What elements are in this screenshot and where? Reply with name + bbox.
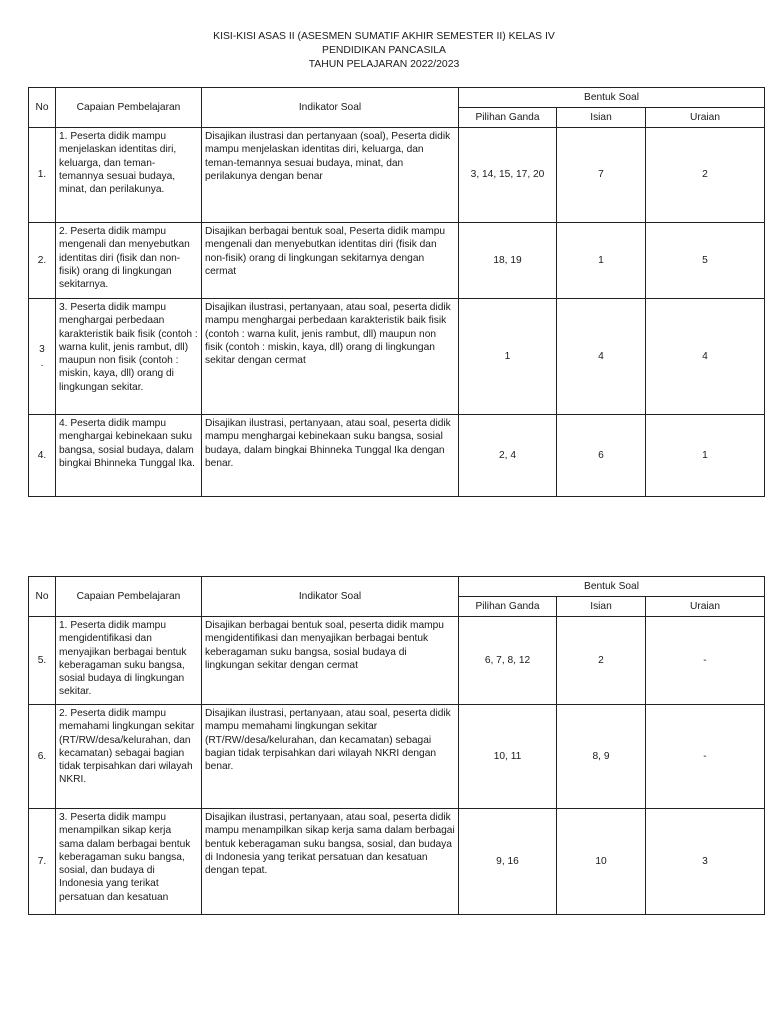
- uraian-cell: -: [646, 705, 765, 809]
- uraian-cell: 1: [646, 415, 765, 497]
- uraian-cell: 4: [646, 299, 765, 415]
- capaian-cell: 1. Peserta didik mampu menjelaskan identitas diri, keluarga, dan teman-temannya sesuai budaya, minat, dan perilakunya.: [56, 128, 202, 223]
- header-pilihan-ganda: Pilihan Ganda: [459, 597, 557, 617]
- row-number: 2.: [29, 223, 56, 299]
- kisi-table-2: [28, 576, 765, 915]
- capaian-cell: 2. Peserta didik mampu mengenali dan menyebutkan identitas diri (fisik dan non-fisik) orang di lingkungan sekitarnya.: [56, 223, 202, 299]
- header-indikator: Indikator Soal: [202, 577, 459, 617]
- isian-cell: 4: [557, 299, 646, 415]
- row-number: 5.: [29, 617, 56, 705]
- header-uraian: Uraian: [646, 597, 765, 617]
- isian-cell: 1: [557, 223, 646, 299]
- header-bentuk-soal: Bentuk Soal: [459, 88, 765, 108]
- indikator-cell: Disajikan ilustrasi, pertanyaan, atau soal, peserta didik mampu menghargai perbedaan karakteristik baik fisik (contoh : warna kulit, jenis rambut, dll) maupun non fisik (contoh : miskin, kaya, dll) orang di lingkungan sekitar dengan cermat: [202, 299, 459, 415]
- capaian-cell: 4. Peserta didik mampu menghargai kebinekaan suku bangsa, sosial budaya, dalam bingkai Bhinneka Tunggal Ika.: [56, 415, 202, 497]
- isian-cell: 8, 9: [557, 705, 646, 809]
- indikator-cell: Disajikan berbagai bentuk soal, peserta didik mampu mengidentifikasi dan menyajikan berbagai bentuk keberagaman suku bangsa, sosial budaya di lingkungan sekitar dengan cermat: [202, 617, 459, 705]
- header-isian: Isian: [557, 108, 646, 128]
- table-row: [29, 617, 765, 705]
- capaian-cell: 2. Peserta didik mampu memahami lingkungan sekitar (RT/RW/desa/kelurahan, dan kecamatan) sebagai bagian tidak terpisahkan dari wilayah NKRI.: [56, 705, 202, 809]
- row-number: 3 .: [29, 299, 56, 415]
- table-row: [29, 809, 765, 915]
- row-number: 6.: [29, 705, 56, 809]
- row-number: 7.: [29, 809, 56, 915]
- isian-cell: 7: [557, 128, 646, 223]
- table-row: [29, 415, 765, 497]
- row-number: 4.: [29, 415, 56, 497]
- table-row: [29, 223, 765, 299]
- table-row: [29, 128, 765, 223]
- title-line-2: PENDIDIKAN PANCASILA: [322, 45, 446, 56]
- indikator-cell: Disajikan ilustrasi dan pertanyaan (soal), Peserta didik mampu menjelaskan identitas diri, keluarga, dan teman-temannya sesuai budaya, minat, dan perilakunya dengan benar: [202, 128, 459, 223]
- table-row: [29, 299, 765, 415]
- header-no: No: [29, 88, 56, 128]
- pilihan-ganda-cell: 3, 14, 15, 17, 20: [459, 128, 557, 223]
- uraian-cell: 3: [646, 809, 765, 915]
- title-line-1: KISI-KISI ASAS II (ASESMEN SUMATIF AKHIR SEMESTER II) KELAS IV: [213, 31, 555, 42]
- isian-cell: 2: [557, 617, 646, 705]
- indikator-cell: Disajikan ilustrasi, pertanyaan, atau soal, peserta didik mampu menampilkan sikap kerja sama dalam berbagai bentuk keberagaman suku bangsa, sosial, dan budaya di Indonesia yang terikat persatuan dan kesatuan dengan tepat.: [202, 809, 459, 915]
- pilihan-ganda-cell: 9, 16: [459, 809, 557, 915]
- pilihan-ganda-cell: 10, 11: [459, 705, 557, 809]
- pilihan-ganda-cell: 2, 4: [459, 415, 557, 497]
- kisi-table-1: [28, 87, 765, 497]
- capaian-cell: 1. Peserta didik mampu mengidentifikasi dan menyajikan berbagai bentuk keberagaman suku bangsa, sosial budaya di lingkungan sekitar.: [56, 617, 202, 705]
- header-bentuk-soal: Bentuk Soal: [459, 577, 765, 597]
- pilihan-ganda-cell: 1: [459, 299, 557, 415]
- indikator-cell: Disajikan ilustrasi, pertanyaan, atau soal, peserta didik mampu menghargai kebinekaan suku bangsa, sosial budaya, dalam bingkai Bhinneka Tunggal Ika dengan benar.: [202, 415, 459, 497]
- row-number: 1.: [29, 128, 56, 223]
- indikator-cell: Disajikan ilustrasi, pertanyaan, atau soal, peserta didik mampu memahami lingkungan sekitar (RT/RW/desa/kelurahan, dan kecamatan) sebagai bagian tidak terpisahkan dari wilayah NKRI dengan benar.: [202, 705, 459, 809]
- uraian-cell: -: [646, 617, 765, 705]
- capaian-cell: 3. Peserta didik mampu menampilkan sikap kerja sama dalam berbagai bentuk keberagaman suku bangsa, sosial, dan budaya di Indonesia yang terikat persatuan dan kesatuan: [56, 809, 202, 915]
- pilihan-ganda-cell: 6, 7, 8, 12: [459, 617, 557, 705]
- indikator-cell: Disajikan berbagai bentuk soal, Peserta didik mampu mengenali dan menyebutkan identitas diri (fisik dan non-fisik) orang di lingkungan sekitarnya dengan cermat: [202, 223, 459, 299]
- uraian-cell: 2: [646, 128, 765, 223]
- header-no: No: [29, 577, 56, 617]
- pilihan-ganda-cell: 18, 19: [459, 223, 557, 299]
- header-uraian: Uraian: [646, 108, 765, 128]
- table-row: [29, 705, 765, 809]
- header-capaian: Capaian Pembelajaran: [56, 577, 202, 617]
- isian-cell: 6: [557, 415, 646, 497]
- uraian-cell: 5: [646, 223, 765, 299]
- capaian-cell: 3. Peserta didik mampu menghargai perbedaan karakteristik baik fisik (contoh : warna kulit, jenis rambut, dll) maupun non fisik (contoh : miskin, kaya, dll) orang di lingkungan sekitar.: [56, 299, 202, 415]
- title-line-3: TAHUN PELAJARAN 2022/2023: [308, 59, 460, 70]
- isian-cell: 10: [557, 809, 646, 915]
- header-indikator: Indikator Soal: [202, 88, 459, 128]
- document-title: [0, 30, 768, 72]
- header-isian: Isian: [557, 597, 646, 617]
- header-pilihan-ganda: Pilihan Ganda: [459, 108, 557, 128]
- header-capaian: Capaian Pembelajaran: [56, 88, 202, 128]
